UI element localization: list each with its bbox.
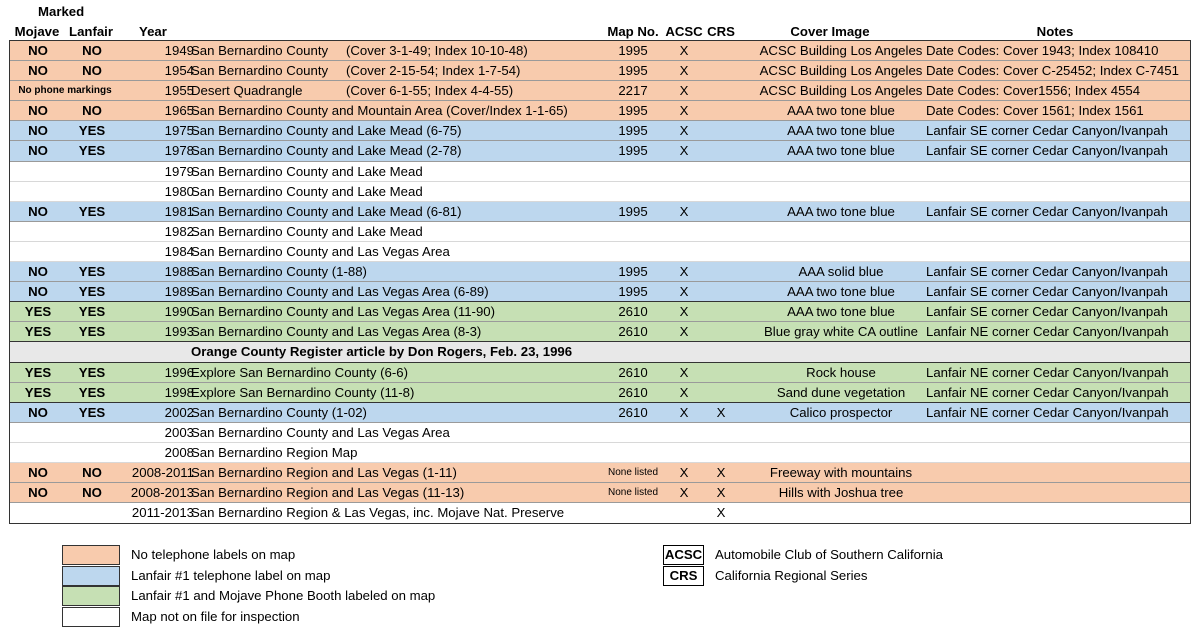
- cell-title: Explore San Bernardino County (11-8): [191, 384, 415, 400]
- cell-title: San Bernardino County and Lake Mead (6-81): [191, 203, 462, 219]
- cell-mojave: NO: [28, 264, 48, 280]
- cell-crs: [706, 202, 736, 222]
- cell-cover: AAA two tone blue: [787, 103, 895, 119]
- table-row: [10, 202, 1190, 222]
- table-row: [10, 342, 1190, 362]
- table-row: [10, 41, 1190, 61]
- cell-lanfair: [66, 443, 118, 463]
- cell-mojave: [10, 443, 66, 463]
- cell-title: San Bernardino County and Las Vegas Area: [191, 424, 450, 440]
- cell-map: [607, 423, 659, 443]
- cell-mojave: NO: [28, 123, 48, 139]
- abbreviation-meaning: Automobile Club of Southern California: [715, 547, 943, 562]
- cell-cover: AAA two tone blue: [787, 304, 895, 320]
- cell-crs: X: [716, 404, 726, 420]
- cell-year: 1998: [164, 384, 194, 400]
- table-row: [10, 162, 1190, 182]
- legend-swatch: [62, 607, 120, 627]
- map-catalog-table: [9, 40, 1191, 524]
- cell-year: 1982: [164, 223, 194, 239]
- cell-mojave: NO: [28, 485, 48, 501]
- cell-year: 2011-2013: [131, 505, 194, 521]
- cell-map: [607, 443, 659, 463]
- cell-acsc: X: [679, 284, 689, 300]
- cell-crs: [706, 81, 736, 101]
- cell-notes: Date Codes: Cover C-25452; Index C-7451: [926, 63, 1179, 79]
- cell-cover: [736, 443, 946, 463]
- abbreviation-meaning: California Regional Series: [715, 568, 868, 583]
- cell-map: 1995: [618, 43, 648, 58]
- cell-title: San Bernardino County and Mountain Area (Cover/Index 1-1-65): [191, 103, 568, 119]
- table-row: [10, 282, 1190, 302]
- cell-lanfair: YES: [78, 203, 106, 219]
- cell-sub: (Cover 2-15-54; Index 1-7-54): [346, 63, 521, 79]
- legend-label: No telephone labels on map: [131, 547, 296, 562]
- cell-notes: Lanfair SE corner Cedar Canyon/Ivanpah: [926, 284, 1168, 300]
- cell-acsc: [664, 222, 704, 242]
- table-row: [10, 383, 1190, 403]
- cell-lanfair: YES: [78, 143, 106, 159]
- cell-title: San Bernardino County and Lake Mead: [191, 223, 423, 239]
- header-year: Year: [139, 24, 167, 39]
- cell-map: 1995: [618, 284, 648, 300]
- table-row: [10, 61, 1190, 81]
- table-row: [10, 262, 1190, 282]
- table-row: [10, 242, 1190, 262]
- cell-notes: Date Codes: Cover 1561; Index 1561: [926, 103, 1144, 119]
- cell-cover: ACSC Building Los Angeles: [759, 83, 923, 99]
- cell-lanfair: YES: [78, 384, 106, 400]
- cell-year: 1981: [164, 203, 194, 219]
- cell-mojave: YES: [24, 324, 52, 340]
- cell-crs: [706, 302, 736, 322]
- cell-cover: ACSC Building Los Angeles: [759, 43, 923, 58]
- cell-year: 1990: [164, 304, 194, 320]
- cell-map: 1995: [618, 203, 648, 219]
- table-row: [10, 443, 1190, 463]
- cell-map: 1995: [618, 143, 648, 159]
- legend-label: Map not on file for inspection: [131, 608, 300, 624]
- cell-crs: [706, 242, 736, 262]
- legend-swatch: [62, 545, 120, 565]
- cell-cover: [736, 423, 946, 443]
- table-row: [10, 121, 1190, 141]
- cell-year: 1954: [164, 63, 194, 79]
- cell-acsc: [664, 162, 704, 182]
- table-row: [10, 101, 1190, 121]
- header-marked: Marked: [38, 4, 85, 19]
- table-row: [10, 222, 1190, 242]
- cell-cover: AAA two tone blue: [787, 123, 895, 139]
- table-row: [10, 483, 1190, 503]
- cell-crs: [706, 121, 736, 141]
- cell-crs: [706, 162, 736, 182]
- cell-cover: AAA two tone blue: [787, 143, 895, 159]
- header-notes: Notes: [1036, 24, 1074, 39]
- cell-year: 1978: [164, 143, 194, 159]
- cell-map: [607, 242, 659, 262]
- cell-acsc: [664, 242, 704, 262]
- cell-year: 1979: [164, 163, 194, 179]
- cell-year: 1984: [164, 243, 194, 259]
- header-cover-image: Cover Image: [790, 24, 870, 39]
- table-row: [10, 322, 1190, 342]
- cell-lanfair: YES: [78, 284, 106, 300]
- cell-acsc: X: [679, 63, 689, 79]
- cell-acsc: [664, 182, 704, 202]
- cell-cover: Rock house: [806, 364, 876, 380]
- cell-lanfair: YES: [78, 264, 106, 280]
- cell-crs: X: [716, 464, 726, 480]
- cell-year: 1993: [164, 324, 194, 340]
- cell-notes: Lanfair NE corner Cedar Canyon/Ivanpah: [926, 324, 1169, 340]
- cell-mojave: NO: [28, 63, 48, 79]
- table-row: [10, 81, 1190, 101]
- cell-notes: Lanfair SE corner Cedar Canyon/Ivanpah: [926, 203, 1168, 219]
- cell-cover: [736, 503, 946, 523]
- article-note: Orange County Register article by Don Rogers, Feb. 23, 1996: [191, 344, 573, 360]
- cell-crs: X: [716, 505, 726, 521]
- cell-title: San Bernardino County (1-02): [191, 404, 367, 420]
- legend-label: Lanfair #1 telephone label on map: [131, 567, 331, 583]
- cell-mojave: [10, 503, 66, 523]
- table-row: [10, 463, 1190, 483]
- table-row: [10, 403, 1190, 423]
- header-acsc: ACSC: [665, 24, 703, 39]
- cell-map: [607, 222, 659, 242]
- cell-crs: [706, 322, 736, 342]
- cell-crs: [706, 262, 736, 282]
- cell-lanfair: YES: [78, 304, 106, 320]
- cell-crs: [706, 141, 736, 161]
- cell-year: 2002: [164, 404, 194, 420]
- cell-cover: Calico prospector: [789, 404, 893, 420]
- cell-map: None listed: [607, 487, 659, 499]
- cell-map: 1995: [618, 123, 648, 139]
- cell-year: 1996: [164, 364, 194, 380]
- cell-acsc: X: [679, 304, 689, 320]
- cell-map: 2217: [618, 83, 648, 99]
- cell-title: San Bernardino Region Map: [191, 444, 358, 460]
- cell-lanfair: [66, 222, 118, 242]
- cell-year: 2008-2013: [130, 485, 194, 501]
- cell-title: San Bernardino County and Las Vegas Area (11-90): [191, 304, 495, 320]
- cell-year: 1949: [164, 43, 194, 58]
- cell-acsc: X: [679, 324, 689, 340]
- cell-title: San Bernardino County and Lake Mead: [191, 183, 423, 199]
- cell-notes: Lanfair SE corner Cedar Canyon/Ivanpah: [926, 123, 1168, 139]
- cell-year: 2008-2011: [131, 464, 194, 480]
- cell-mojave: [10, 162, 66, 182]
- table-row: [10, 141, 1190, 161]
- cell-year: 1975: [164, 123, 194, 139]
- cell-acsc: [664, 423, 704, 443]
- cell-year: 1988: [164, 264, 194, 280]
- cell-year: 2003: [164, 424, 194, 440]
- table-row: [10, 302, 1190, 322]
- cell-acsc: X: [679, 43, 689, 58]
- cell-cover: ACSC Building Los Angeles: [759, 63, 923, 79]
- cell-acsc: X: [679, 203, 689, 219]
- cell-map: 2610: [618, 404, 648, 420]
- cell-notes: Lanfair NE corner Cedar Canyon/Ivanpah: [926, 384, 1169, 400]
- cell-lanfair: YES: [78, 123, 106, 139]
- cell-mojave: NO: [28, 404, 48, 420]
- legend-label: Lanfair #1 and Mojave Phone Booth labeled on map: [131, 588, 436, 603]
- cell-cover: Sand dune vegetation: [776, 384, 906, 400]
- cell-crs: X: [716, 485, 726, 501]
- cell-lanfair: [66, 242, 118, 262]
- cell-crs: [706, 282, 736, 302]
- cell-map: 2610: [618, 324, 648, 340]
- cell-cover: [736, 162, 946, 182]
- cell-notes: Lanfair NE corner Cedar Canyon/Ivanpah: [926, 364, 1169, 380]
- cell-mojave: YES: [24, 304, 52, 320]
- cell-title: San Bernardino Region and Las Vegas (11-13): [191, 485, 465, 501]
- cell-mojave: NO: [28, 43, 48, 58]
- cell-title: San Bernardino Region & Las Vegas, inc. Mojave Nat. Preserve: [191, 505, 565, 521]
- cell-map: 1995: [618, 63, 648, 79]
- header-crs: CRS: [707, 24, 735, 39]
- cell-mojave: NO: [28, 203, 48, 219]
- cell-title: San Bernardino County: [191, 43, 329, 58]
- cell-map: 2610: [618, 364, 648, 380]
- cell-notes: Lanfair SE corner Cedar Canyon/Ivanpah: [926, 264, 1168, 280]
- cell-acsc: X: [679, 143, 689, 159]
- cell-title: San Bernardino Region and Las Vegas (1-11): [191, 464, 457, 480]
- cell-mojave: YES: [24, 364, 52, 380]
- table-row: [10, 182, 1190, 202]
- abbreviation-box: CRS: [663, 566, 704, 586]
- cell-title: San Bernardino County and Lake Mead (6-75): [191, 123, 462, 139]
- table-row: [10, 503, 1190, 523]
- cell-map: [607, 503, 659, 523]
- cell-lanfair: [66, 81, 118, 101]
- cell-mojave: NO: [28, 464, 48, 480]
- cell-acsc: X: [679, 404, 689, 420]
- cell-lanfair: [66, 423, 118, 443]
- cell-crs: [706, 423, 736, 443]
- cell-crs: [706, 383, 736, 403]
- cell-notes: Lanfair NE corner Cedar Canyon/Ivanpah: [926, 404, 1169, 420]
- cell-cover: [736, 182, 946, 202]
- cell-title: San Bernardino County and Lake Mead (2-78): [191, 143, 462, 159]
- cell-lanfair: [66, 503, 118, 523]
- table-row: [10, 363, 1190, 383]
- cell-acsc: X: [679, 364, 689, 380]
- cell-cover: Freeway with mountains: [769, 464, 913, 480]
- cell-mojave: YES: [24, 384, 52, 400]
- cell-acsc: [664, 503, 704, 523]
- cell-lanfair: YES: [78, 324, 106, 340]
- cell-cover: Blue gray white CA outline: [764, 324, 918, 340]
- cell-mojave: NO: [28, 143, 48, 159]
- cell-year: 1965: [164, 103, 194, 119]
- cell-acsc: [664, 443, 704, 463]
- header-map-no: Map No.: [607, 24, 659, 39]
- cell-cover: [736, 222, 946, 242]
- cell-crs: [706, 182, 736, 202]
- cell-map: [607, 182, 659, 202]
- cell-title: San Bernardino County and Las Vegas Area (6-89): [191, 284, 489, 300]
- cell-cover: AAA two tone blue: [787, 203, 895, 219]
- cell-lanfair: [66, 182, 118, 202]
- cell-sub: (Cover 6-1-55; Index 4-4-55): [346, 83, 514, 99]
- cell-lanfair: NO: [82, 464, 102, 480]
- cell-map: 2610: [618, 384, 648, 400]
- cell-title: San Bernardino County and Las Vegas Area (8-3): [191, 324, 482, 340]
- cell-mojave: [10, 242, 66, 262]
- cell-year: 1980: [164, 183, 194, 199]
- cell-crs: [706, 363, 736, 383]
- cell-notes: Lanfair SE corner Cedar Canyon/Ivanpah: [926, 304, 1168, 320]
- cell-lanfair: NO: [82, 485, 102, 501]
- cell-map: None listed: [607, 466, 659, 478]
- cell-acsc: X: [679, 384, 689, 400]
- cell-acsc: X: [679, 485, 689, 501]
- legend-swatch: [62, 566, 120, 586]
- cell-year: 1989: [164, 284, 194, 300]
- cell-cover: AAA two tone blue: [787, 284, 895, 300]
- cell-crs: [706, 443, 736, 463]
- cell-cover: [736, 242, 946, 262]
- cell-map: 1995: [618, 264, 648, 280]
- cell-acsc: X: [679, 123, 689, 139]
- cell-acsc: X: [679, 464, 689, 480]
- cell-cover: AAA solid blue: [798, 264, 884, 280]
- header-mojave: Mojave: [14, 24, 60, 39]
- cell-notes: Date Codes: Cover 1943; Index 108410: [926, 43, 1159, 58]
- cell-title: San Bernardino County: [191, 63, 329, 79]
- cell-mojave: No phone markings: [18, 85, 112, 97]
- cell-lanfair: NO: [82, 103, 102, 119]
- cell-mojave: [10, 222, 66, 242]
- cell-map: 1995: [618, 103, 648, 119]
- header-lanfair: Lanfair: [69, 24, 113, 39]
- abbreviation-box: ACSC: [663, 545, 704, 565]
- legend-swatch: [62, 586, 120, 606]
- table-row: [10, 423, 1190, 443]
- cell-crs: [706, 41, 736, 61]
- cell-cover: Hills with Joshua tree: [778, 485, 904, 501]
- cell-mojave: [10, 182, 66, 202]
- cell-year: 1955: [164, 83, 194, 99]
- cell-title: San Bernardino County and Las Vegas Area: [191, 243, 450, 259]
- cell-title: Explore San Bernardino County (6-6): [191, 364, 408, 380]
- cell-lanfair: YES: [78, 404, 106, 420]
- cell-title: Desert Quadrangle: [191, 83, 303, 99]
- cell-notes: Lanfair SE corner Cedar Canyon/Ivanpah: [926, 143, 1168, 159]
- cell-title: San Bernardino County (1-88): [191, 264, 367, 280]
- cell-mojave: NO: [28, 103, 48, 119]
- cell-map: [607, 162, 659, 182]
- cell-notes: Date Codes: Cover1556; Index 4554: [926, 83, 1141, 99]
- cell-crs: [706, 222, 736, 242]
- cell-crs: [706, 101, 736, 121]
- cell-mojave: NO: [28, 284, 48, 300]
- cell-mojave: [10, 423, 66, 443]
- cell-lanfair: NO: [82, 43, 102, 58]
- cell-sub: (Cover 3-1-49; Index 10-10-48): [346, 43, 528, 58]
- cell-map: 2610: [618, 304, 648, 320]
- cell-acsc: X: [679, 103, 689, 119]
- cell-acsc: X: [679, 83, 689, 99]
- cell-crs: [706, 61, 736, 81]
- cell-acsc: X: [679, 264, 689, 280]
- cell-year: 2008: [164, 444, 194, 460]
- cell-lanfair: NO: [82, 63, 102, 79]
- cell-lanfair: [66, 162, 118, 182]
- cell-lanfair: YES: [78, 364, 106, 380]
- cell-title: San Bernardino County and Lake Mead: [191, 163, 423, 179]
